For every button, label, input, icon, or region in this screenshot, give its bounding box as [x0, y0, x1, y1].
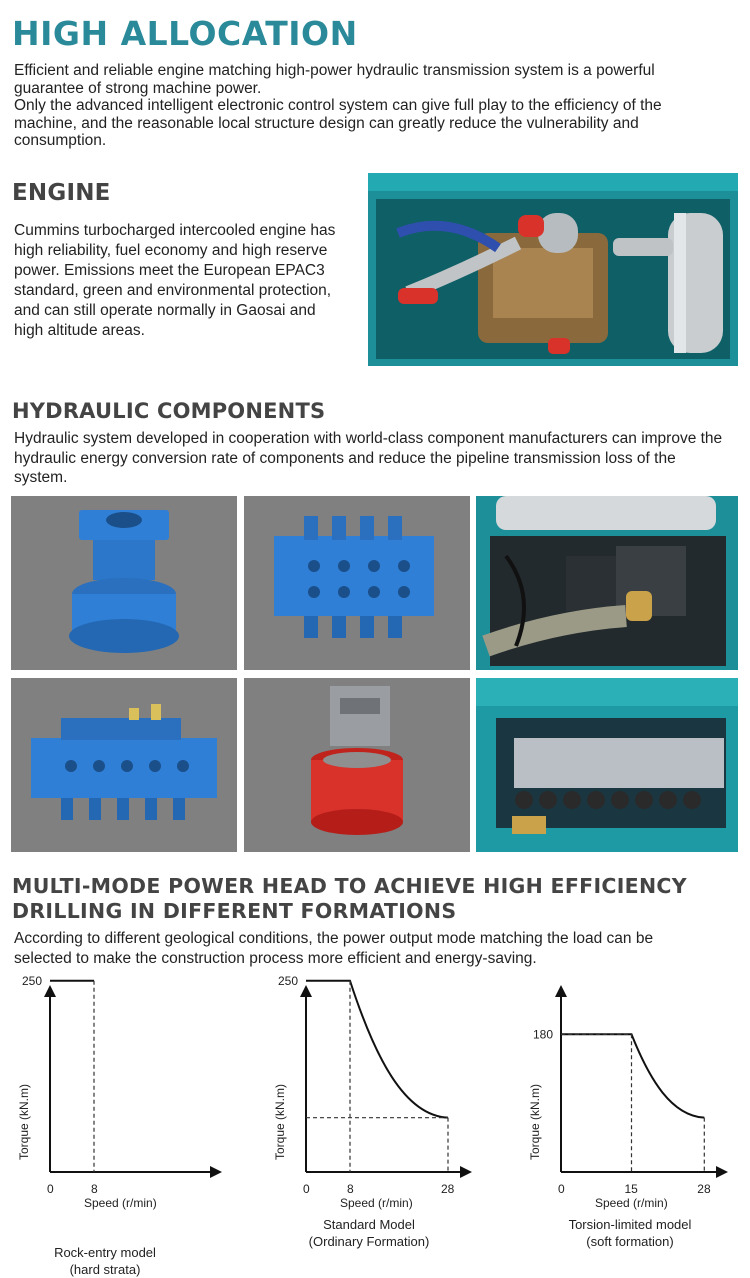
chart-3-x-tick-2: 15 [624, 1182, 638, 1196]
chart-2-x-tick-1: 0 [303, 1182, 310, 1196]
engine-title: ENGINE [12, 180, 111, 206]
chart-2-x-label: Speed (r/min) [340, 1196, 413, 1210]
chart-3-x-arrow [716, 1166, 728, 1178]
control-valve-photo [244, 496, 470, 670]
chart-3-y-arrow [555, 985, 567, 997]
chart-1-y-tick: 250 [22, 975, 43, 988]
chart-3-y-label: Torque (kN.m) [528, 1083, 542, 1161]
hydraulic-text: Hydraulic system developed in cooperation with world-class component manufacturers can improve the hydraulic energy conversion rate of components and reduce the pipeline transmission loss of the system. [14, 430, 723, 486]
chart-3-caption-line2: (soft formation) [586, 1234, 674, 1249]
chart-2-torque-curve [306, 981, 448, 1118]
chart-3-x-tick-1: 0 [558, 1182, 565, 1196]
intro-paragraph-1: Efficient and reliable engine matching high-power hydraulic transmission system is a powerful guarantee of strong machine power. [14, 62, 655, 97]
chart-2-y-arrow [300, 985, 312, 997]
travel-motor-photo [244, 678, 470, 852]
chart-2-y-label: Torque (kN.m) [273, 1083, 287, 1161]
intro-paragraph-2: Only the advanced intelligent electronic control system can give full play to the efficiency of the machine, and the reasonable local structure design can greatly reduce the vulnerability and consumption. [14, 97, 662, 149]
chart-2-y-tick: 250 [278, 975, 299, 988]
multi-valve-photo [11, 678, 237, 852]
chart-1-x-tick-1: 0 [47, 1182, 54, 1196]
chart-3-x-tick-3: 28 [697, 1182, 711, 1196]
chart-2-caption-line2: (Ordinary Formation) [308, 1234, 430, 1249]
chart-3-y-tick: 180 [533, 1027, 554, 1042]
chart-2-x-tick-2: 8 [347, 1182, 354, 1196]
solenoid-valve-bank-photo [476, 678, 738, 852]
hydraulic-title: HYDRAULIC COMPONENTS [12, 399, 326, 423]
chart-1-x-tick-2: 8 [91, 1182, 98, 1196]
chart-2-caption-line1: Standard Model [323, 1217, 415, 1232]
multimode-text: According to different geological conditions, the power output mode matching the load can be selected to make the construction process more efficient and energy-saving. [14, 930, 654, 967]
chart-3 [555, 985, 728, 1178]
chart-3-torque-curve [561, 1034, 704, 1117]
multimode-title [12, 874, 687, 924]
multimode-title-line2: DRILLING IN DIFFERENT FORMATIONS [12, 899, 457, 923]
chart-1-caption-line1: Rock-entry model [54, 1245, 156, 1260]
chart-1 [44, 981, 222, 1178]
chart-3-caption [540, 1216, 720, 1250]
chart-1-x-arrow [210, 1166, 222, 1178]
chart-3-x-label: Speed (r/min) [595, 1196, 668, 1210]
chart-2-x-tick-3: 28 [441, 1182, 455, 1196]
chart-2-x-arrow [460, 1166, 472, 1178]
chart-1-caption-line2: (hard strata) [69, 1262, 141, 1277]
chart-1-y-arrow [44, 985, 56, 997]
engine-text: Cummins turbocharged intercooled engine has high reliability, fuel economy and high reserve power. Emissions meet the European EPAC3 standard, green and environmental protection, and can still operate normally in Gaosai and high altitude areas. [14, 222, 336, 339]
pump-assembly-photo [476, 496, 738, 670]
intro-text [14, 62, 714, 150]
chart-1-y-label: Torque (kN.m) [17, 1083, 31, 1161]
chart-1-x-label: Speed (r/min) [84, 1196, 157, 1210]
multimode-title-line1: MULTI-MODE POWER HEAD TO ACHIEVE HIGH EFFICIENCY [12, 874, 687, 898]
page-title: HIGH ALLOCATION [12, 14, 358, 53]
chart-2-caption [279, 1216, 459, 1250]
chart-3-caption-line1: Torsion-limited model [568, 1217, 692, 1232]
hydraulic-motor-photo [11, 496, 237, 670]
engine-photo [368, 173, 738, 366]
chart-2 [300, 981, 472, 1178]
